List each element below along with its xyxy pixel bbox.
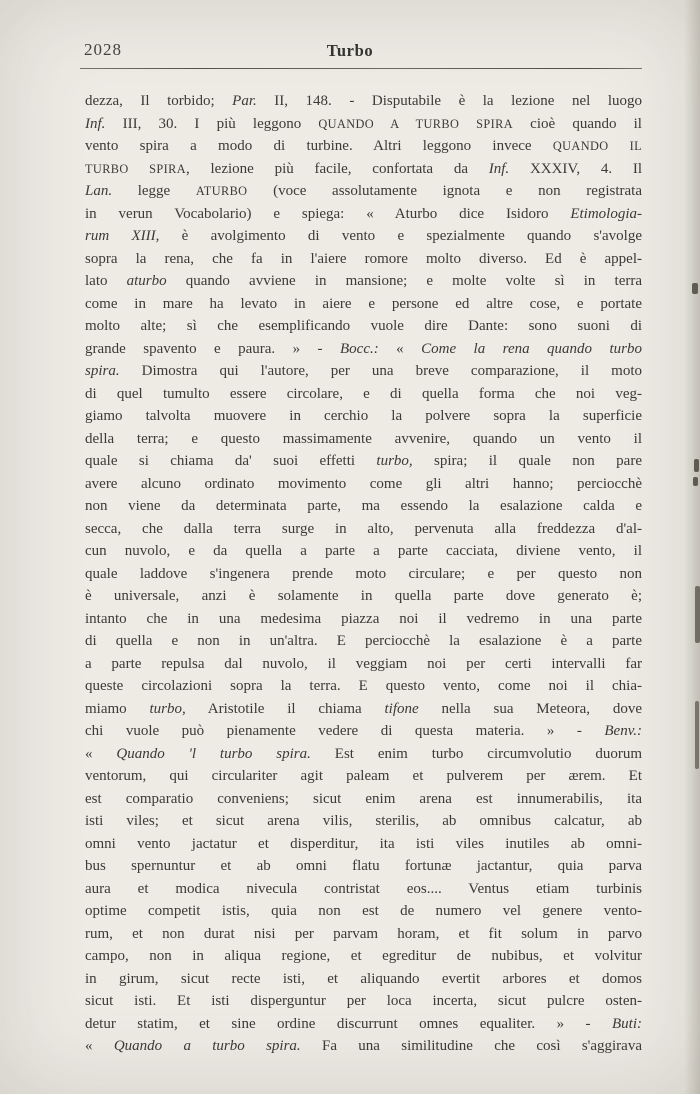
scan-artifact xyxy=(695,701,699,769)
text-line: bus spernuntur et ab omni flatu fortunæ jactantur, quia parva xyxy=(85,858,642,874)
header-rule xyxy=(80,68,642,69)
text-line: aura et modica nivecula contristat eos.... Ventus etiam turbinis xyxy=(85,880,642,897)
text-line: vento spira a modo di turbine. Altri leggono invece QUANDO IL xyxy=(85,138,642,154)
text-line: est comparatio conveniens; sicut enim arena est innumerabilis, ita xyxy=(85,790,642,807)
text-line: avere alcuno ordinato movimento come gli altri hanno; perciocchè xyxy=(85,475,642,492)
text-line: Lan. legge ATURBO (voce assolutamente ignota e non registrata xyxy=(85,183,642,199)
text-line: di quel tumulto essere circolare, e di quella forma che noi veg- xyxy=(85,385,642,402)
text-line: optime competit istis, quia non est de numero vel genere vento- xyxy=(85,903,642,919)
text-line: giamo talvolta muovere in cerchio la polvere sopra la superficie xyxy=(85,408,642,424)
text-line: « Quando 'l turbo spira. Est enim turbo circumvolutio duorum xyxy=(85,745,642,762)
text-line: Inf. III, 30. I più leggono QUANDO A TURBO SPIRA cioè quando il xyxy=(85,115,642,132)
scan-artifact xyxy=(695,586,700,643)
scan-artifact xyxy=(693,477,698,486)
text-line: sopra la rena, che fa in l'aiere romore molto diverso. Ed è appel- xyxy=(85,250,642,267)
text-line: in verun Vocabolario) e spiega: « Aturbo dice Isidoro Etimologia- xyxy=(85,205,642,222)
text-line: « Quando a turbo spira. Fa una similitudine che così s'aggirava xyxy=(85,1038,642,1054)
text-line: intanto che in una medesima piazza noi il vedremo in una parte xyxy=(85,610,642,627)
page-number: 2028 xyxy=(84,40,122,59)
text-line: molto alte; sì che esemplificando vuole dire Dante: sono suoni di xyxy=(85,318,642,334)
text-line: secca, che dalla terra surge in alto, pervenuta alla freddezza d'al- xyxy=(85,520,642,537)
text-block xyxy=(85,90,642,1058)
text-line: ventorum, qui circulariter agit paleam et pulverem per ærem. Et xyxy=(85,768,642,784)
text-line: quale laddove s'ingenera prende moto circulare; e per questo non xyxy=(85,565,642,582)
text-line: è universale, anzi è solamente in quella parte dove generato è; xyxy=(85,588,642,604)
text-line: campo, non in aliqua regione, et egreditur de nubibus, et volvitur xyxy=(85,948,642,964)
text-line: grande spavento e paura. » - Bocc.: « Come la rena quando turbo xyxy=(85,340,642,357)
text-line: di quella e non in un'altra. E perciocchè la esalazione è a parte xyxy=(85,633,642,649)
text-line: isti viles; et sicut arena vilis, sterilis, ab omnibus calcatur, ab xyxy=(85,813,642,829)
text-line: cun nuvolo, e da quella a parte a parte cacciata, diviene vento, il xyxy=(85,543,642,559)
scan-artifact xyxy=(694,459,699,472)
text-line: miamo turbo, Aristotile il chiama tifone nella sua Meteora, dove xyxy=(85,700,642,717)
text-line: in girum, sicut recte isti, et aliquando evertit arbores et domos xyxy=(85,970,642,987)
text-line: queste circolazioni sopra la terra. E questo vento, come noi il chia- xyxy=(85,678,642,694)
text-line: lato aturbo quando avviene in mansione; e molte volte sì in terra xyxy=(85,273,642,289)
text-line: rum, et non durat nisi per parvam horam, et fit solum in parvo xyxy=(85,925,642,942)
text-line: TURBO SPIRA, lezione più facile, confortata da Inf. XXXIV, 4. Il xyxy=(85,160,642,177)
text-line: chi vuole può pienamente vedere di questa materia. » - Benv.: xyxy=(85,723,642,739)
page-header-title: Turbo xyxy=(326,41,374,60)
text-line: detur statim, et sine ordine discurrunt omnes equaliter. » - Buti: xyxy=(85,1015,642,1032)
text-line: sicut isti. Et isti disperguntur per loca incerta, sicut pulcre osten- xyxy=(85,993,642,1009)
text-line: spira. Dimostra qui l'autore, per una breve comparazione, il moto xyxy=(85,363,642,379)
text-line: come in mare ha levato in aiere e persone ed altre cose, e portate xyxy=(85,295,642,312)
text-line: non viene da determinata parte, ma essendo la esalazione calda e xyxy=(85,498,642,514)
text-line: della terra; e questo massimamente avvenire, quando un vento il xyxy=(85,430,642,447)
page-edge-shadow xyxy=(684,0,700,1094)
text-line: quale si chiama da' suoi effetti turbo, spira; il quale non pare xyxy=(85,453,642,469)
text-line: dezza, Il torbido; Par. II, 148. - Disputabile è la lezione nel luogo xyxy=(85,93,642,109)
scan-artifact xyxy=(692,283,698,294)
text-line: rum XIII, è avolgimento di vento e spezialmente quando s'avolge xyxy=(85,228,642,244)
text-line: a parte repulsa dal nuvolo, il veggiam noi per certi intervalli far xyxy=(85,655,642,672)
text-line: omni vento jactatur et disperditur, ita isti viles inutiles ab omni- xyxy=(85,835,642,852)
